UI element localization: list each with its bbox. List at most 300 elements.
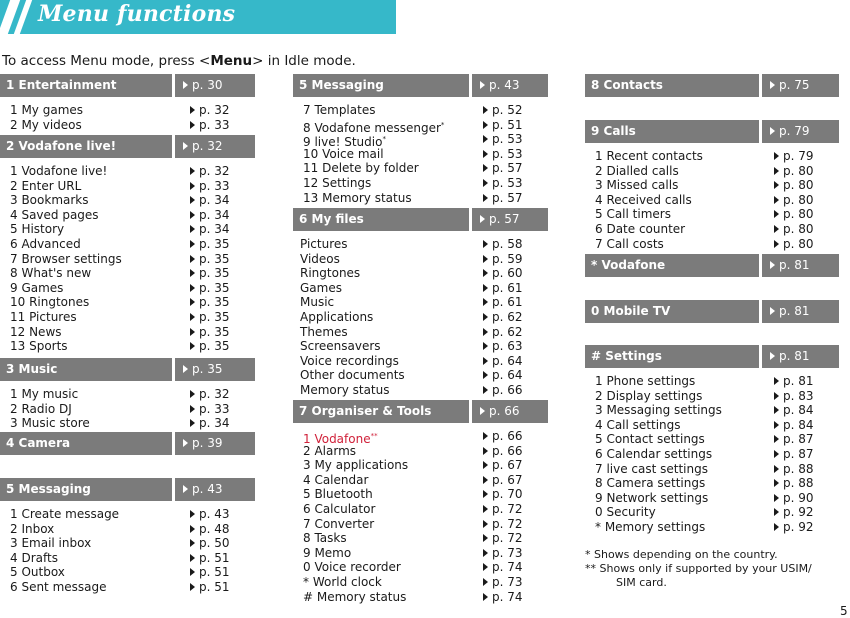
menu-item [0, 103, 255, 118]
menu-item [293, 266, 548, 281]
menu-item-page-ref [190, 237, 230, 252]
footnote-marker: ** [370, 432, 378, 440]
menu-item-page: p. 34 [199, 193, 230, 208]
menu-item-page: p. 80 [783, 207, 814, 222]
menu-item-label [300, 310, 373, 325]
section-header [293, 208, 548, 231]
menu-item-text: 2 Display settings [595, 388, 703, 403]
menu-item [293, 546, 548, 561]
triangle-right-icon [774, 435, 779, 443]
menu-item-page-ref [774, 374, 814, 389]
menu-item [585, 374, 839, 389]
menu-item-page-ref [483, 444, 523, 459]
triangle-right-icon [774, 465, 779, 473]
section-page-ref [175, 432, 255, 455]
menu-item-page: p. 80 [783, 221, 814, 236]
menu-item-label [595, 432, 705, 447]
menu-item-page: p. 79 [783, 149, 814, 163]
menu-item-label [10, 208, 99, 223]
menu-item-page: p. 73 [492, 574, 523, 589]
section-header [293, 400, 548, 423]
triangle-right-icon [190, 225, 195, 233]
section-page-ref [175, 478, 255, 501]
menu-section [0, 478, 255, 595]
menu-item-page-ref [190, 551, 230, 566]
menu-item-page-ref [774, 178, 814, 193]
menu-item-text: 13 Sports [10, 339, 68, 354]
triangle-right-icon [483, 432, 488, 440]
menu-item-page: p. 35 [199, 236, 230, 251]
menu-item-label [10, 416, 90, 431]
menu-item-page-ref [190, 339, 230, 354]
menu-item-label [300, 383, 390, 398]
triangle-right-icon [774, 508, 779, 516]
menu-item [585, 222, 839, 237]
menu-item-page: p. 34 [199, 222, 230, 237]
menu-item-label [10, 551, 58, 566]
section-header [0, 135, 255, 158]
menu-item-page-ref [774, 476, 814, 491]
menu-item [293, 295, 548, 310]
menu-item-page-ref [483, 132, 523, 147]
menu-item-text: 8 Tasks [303, 531, 347, 546]
menu-item-text: Games [300, 280, 342, 295]
menu-item-text: 9 Games [10, 280, 64, 295]
menu-item-label [10, 536, 91, 551]
menu-item [293, 103, 548, 118]
menu-item-label [595, 178, 678, 193]
section-header [0, 478, 255, 501]
menu-item-text: 1 Vodafone live! [10, 164, 108, 178]
menu-item-label [303, 147, 384, 162]
menu-item-text: Music [300, 295, 335, 310]
menu-item-label [303, 103, 375, 118]
menu-item-page: p. 72 [492, 501, 523, 516]
menu-item-page-ref [190, 103, 230, 118]
menu-item-text: 6 Advanced [10, 236, 81, 251]
section-name: # Settings [585, 345, 759, 368]
menu-item-text: 3 My applications [303, 458, 409, 473]
menu-item-page: p. 53 [492, 175, 523, 190]
menu-item [0, 266, 255, 281]
menu-item-page: p. 66 [492, 429, 523, 443]
menu-item-text: 3 Music store [10, 416, 90, 431]
menu-item [0, 580, 255, 595]
triangle-right-icon [190, 313, 195, 321]
menu-item-page-ref [483, 237, 523, 252]
menu-item-text: 11 Delete by folder [303, 161, 419, 176]
menu-item-label [10, 281, 63, 296]
menu-item-text: 4 Received calls [595, 192, 692, 207]
menu-item [585, 491, 839, 506]
menu-item-text: Other documents [300, 368, 405, 383]
triangle-right-icon [480, 215, 485, 223]
section-page-ref [762, 254, 839, 277]
triangle-right-icon [483, 505, 488, 513]
menu-item-page-ref [190, 565, 230, 580]
triangle-right-icon [483, 563, 488, 571]
menu-item [293, 487, 548, 502]
triangle-right-icon [770, 307, 775, 315]
section-page-ref [175, 135, 255, 158]
menu-item-text: 4 Calendar [303, 472, 369, 487]
menu-item [0, 565, 255, 580]
menu-item-text: Screensavers [300, 339, 381, 354]
triangle-right-icon [483, 534, 488, 542]
menu-item-page-ref [190, 118, 230, 133]
menu-item-page: p. 35 [199, 295, 230, 310]
menu-item [0, 237, 255, 252]
section-header [0, 74, 255, 97]
menu-item-text: 3 Missed calls [595, 178, 679, 193]
menu-item-page-ref [190, 387, 230, 402]
menu-item-label [303, 176, 371, 191]
menu-item-page: p. 72 [492, 516, 523, 531]
menu-item [0, 325, 255, 340]
menu-item-list [0, 103, 255, 132]
section-name: 2 Vodafone live! [0, 135, 172, 158]
section-header [0, 432, 255, 455]
section-name: * Vodafone [585, 254, 759, 277]
menu-item-label [595, 389, 702, 404]
menu-item [585, 462, 839, 477]
menu-item-label [300, 295, 334, 310]
menu-section [293, 74, 548, 205]
section-name: 9 Calls [585, 120, 759, 143]
menu-item [0, 339, 255, 354]
triangle-right-icon [774, 523, 779, 531]
menu-item-page-ref [483, 176, 523, 191]
menu-item-label [10, 507, 119, 522]
menu-item-label [10, 179, 81, 194]
menu-item-page-ref [483, 325, 523, 340]
menu-item-label [303, 560, 401, 575]
menu-section [585, 254, 839, 283]
menu-item [293, 531, 548, 546]
title-banner [0, 0, 396, 34]
section-header [585, 345, 839, 368]
triangle-right-icon [483, 490, 488, 498]
menu-item-label [10, 252, 122, 267]
menu-item-page-ref [483, 383, 523, 398]
section-page: p. 81 [779, 258, 810, 272]
menu-item-page: p. 51 [492, 117, 523, 132]
page-number: 5 [840, 604, 848, 618]
menu-item-page-ref [190, 402, 230, 417]
menu-item [293, 368, 548, 383]
menu-item-text: 7 Call costs [595, 236, 664, 251]
triangle-right-icon [190, 583, 195, 591]
menu-item-label [303, 458, 408, 473]
menu-item-label [303, 575, 382, 590]
menu-item-label [303, 473, 368, 488]
triangle-right-icon [190, 390, 195, 398]
menu-item-page-ref [483, 517, 523, 532]
triangle-right-icon [483, 593, 488, 601]
menu-item-text: 10 Voice mail [303, 146, 384, 161]
menu-item-label [595, 403, 722, 418]
menu-item-text: 5 Call timers [595, 207, 671, 222]
menu-item-page: p. 32 [199, 103, 230, 117]
menu-item-text: * Memory settings [595, 519, 706, 534]
menu-item-text: 13 Memory status [303, 190, 412, 205]
triangle-right-icon [774, 196, 779, 204]
menu-item-label [10, 310, 77, 325]
triangle-right-icon [483, 240, 488, 248]
menu-item [0, 222, 255, 237]
triangle-right-icon [483, 284, 488, 292]
triangle-right-icon [774, 181, 779, 189]
menu-item-label [303, 161, 419, 176]
menu-item-text: Voice recordings [300, 353, 399, 368]
menu-item-text: 6 Calendar settings [595, 446, 713, 461]
menu-item-page: p. 74 [492, 560, 523, 575]
triangle-right-icon [770, 352, 775, 360]
menu-item-text: 8 Camera settings [595, 476, 706, 491]
menu-item [293, 147, 548, 162]
menu-item-label [595, 418, 681, 433]
menu-item-page: p. 34 [199, 416, 230, 431]
menu-item-label [303, 517, 374, 532]
menu-item-label [595, 447, 712, 462]
intro-key: Menu [210, 53, 253, 69]
menu-item-label [303, 191, 412, 206]
triangle-right-icon [480, 407, 485, 415]
menu-item-label [303, 546, 351, 561]
menu-section [0, 74, 255, 132]
menu-item [585, 432, 839, 447]
menu-item [585, 149, 839, 164]
menu-item-page: p. 60 [492, 266, 523, 281]
menu-item [0, 118, 255, 133]
menu-item [293, 191, 548, 206]
menu-section [585, 345, 839, 535]
menu-item-page: p. 64 [492, 368, 523, 383]
triangle-right-icon [190, 342, 195, 350]
menu-item [0, 179, 255, 194]
triangle-right-icon [483, 269, 488, 277]
menu-item-text: # Memory status [303, 589, 407, 604]
menu-item-page: p. 53 [492, 146, 523, 161]
menu-item-page-ref [774, 447, 814, 462]
triangle-right-icon [190, 298, 195, 306]
triangle-right-icon [774, 167, 779, 175]
triangle-right-icon [774, 479, 779, 487]
menu-item-text: 11 Pictures [10, 309, 77, 324]
menu-item-label [303, 487, 373, 502]
menu-item [585, 505, 839, 520]
triangle-right-icon [190, 419, 195, 427]
triangle-right-icon [483, 313, 488, 321]
section-page-ref [175, 358, 255, 381]
section-page: p. 57 [489, 212, 520, 226]
menu-item-page: p. 66 [492, 382, 523, 397]
menu-item-page: p. 81 [783, 374, 814, 388]
menu-item [585, 389, 839, 404]
menu-item-text: 1 Phone settings [595, 374, 696, 388]
menu-item-label [10, 387, 78, 402]
intro-after: > in Idle mode. [252, 53, 356, 69]
section-page-ref [175, 74, 255, 97]
section-page-ref [762, 345, 839, 368]
menu-item-page: p. 74 [492, 589, 523, 604]
menu-item [293, 458, 548, 473]
menu-item-text: 12 Settings [303, 175, 372, 190]
menu-item-text: 3 Messaging settings [595, 403, 722, 418]
menu-item-page: p. 61 [492, 295, 523, 310]
menu-item-text: 6 Date counter [595, 221, 686, 236]
menu-item-page: p. 80 [783, 192, 814, 207]
menu-item-text: 9 live! Studio [303, 135, 383, 150]
menu-item-label [300, 325, 348, 340]
triangle-right-icon [480, 81, 485, 89]
menu-item-page-ref [190, 252, 230, 267]
menu-item [585, 447, 839, 462]
menu-item [585, 207, 839, 222]
menu-item-list [0, 164, 255, 354]
section-page-ref [762, 74, 839, 97]
menu-item-page-ref [190, 266, 230, 281]
menu-section [293, 208, 548, 398]
menu-item-text: 10 Ringtones [10, 295, 90, 310]
triangle-right-icon [770, 261, 775, 269]
triangle-right-icon [483, 298, 488, 306]
menu-item-text: Themes [300, 324, 348, 339]
menu-item-page-ref [774, 505, 814, 520]
menu-item-page: p. 84 [783, 403, 814, 418]
menu-item-label [10, 164, 107, 179]
triangle-right-icon [190, 106, 195, 114]
menu-item-page: p. 80 [783, 178, 814, 193]
menu-item [293, 383, 548, 398]
menu-item-page: p. 61 [492, 280, 523, 295]
section-header [0, 358, 255, 381]
section-name: 8 Contacts [585, 74, 759, 97]
menu-item [0, 536, 255, 551]
triangle-right-icon [190, 525, 195, 533]
triangle-right-icon [190, 284, 195, 292]
menu-item-label [300, 266, 360, 281]
menu-item-page: p. 35 [199, 339, 230, 354]
triangle-right-icon [774, 240, 779, 248]
menu-item-label [595, 520, 705, 535]
menu-item-page-ref [774, 418, 814, 433]
triangle-right-icon [483, 194, 488, 202]
menu-item [293, 560, 548, 575]
triangle-right-icon [483, 549, 488, 557]
menu-item-page-ref [190, 522, 230, 537]
menu-item-page-ref [190, 507, 230, 522]
menu-item [293, 237, 548, 252]
triangle-right-icon [774, 152, 779, 160]
menu-item-page: p. 35 [199, 309, 230, 324]
section-name: 5 Messaging [293, 74, 469, 97]
menu-item-page-ref [483, 531, 523, 546]
menu-item-page: p. 34 [199, 207, 230, 222]
triangle-right-icon [774, 210, 779, 218]
triangle-right-icon [190, 405, 195, 413]
menu-item-page-ref [483, 546, 523, 561]
triangle-right-icon [483, 328, 488, 336]
menu-item [293, 502, 548, 517]
menu-item-page: p. 51 [199, 550, 230, 565]
menu-item [0, 281, 255, 296]
intro-text [2, 53, 356, 69]
menu-section [0, 358, 255, 431]
menu-item-page: p. 64 [492, 353, 523, 368]
section-name: 5 Messaging [0, 478, 172, 501]
menu-item-label [303, 502, 375, 517]
menu-item-label [595, 374, 695, 389]
page-title: Menu functions [38, 1, 236, 27]
menu-item-page-ref [774, 193, 814, 208]
menu-item-label [10, 193, 89, 208]
section-page-ref [472, 400, 548, 423]
menu-item-page: p. 58 [492, 237, 523, 251]
menu-item [585, 164, 839, 179]
menu-item-label [10, 118, 82, 133]
menu-item [293, 281, 548, 296]
menu-item-page-ref [190, 208, 230, 223]
menu-item-page-ref [774, 237, 814, 252]
menu-item-text: 4 Saved pages [10, 207, 99, 222]
menu-item-label [595, 164, 679, 179]
section-page: p. 81 [779, 349, 810, 363]
menu-item-text: 2 Radio DJ [10, 401, 72, 416]
triangle-right-icon [483, 476, 488, 484]
menu-item-text: 5 Bluetooth [303, 487, 373, 502]
menu-item-page-ref [190, 416, 230, 431]
triangle-right-icon [190, 269, 195, 277]
menu-item-list [293, 429, 548, 604]
triangle-right-icon [190, 240, 195, 248]
triangle-right-icon [483, 179, 488, 187]
menu-item [293, 310, 548, 325]
menu-item-page-ref [483, 266, 523, 281]
menu-item-page-ref [190, 536, 230, 551]
menu-item-text: 8 Vodafone messenger [303, 120, 441, 135]
footnote-marker: * [440, 120, 445, 129]
triangle-right-icon [483, 342, 488, 350]
menu-section [293, 400, 548, 604]
menu-item-text: Applications [300, 309, 374, 324]
section-name: 4 Camera [0, 432, 172, 455]
menu-item-page-ref [190, 295, 230, 310]
menu-item-text: 0 Security [595, 505, 656, 520]
menu-item [0, 522, 255, 537]
menu-item-label [10, 266, 91, 281]
menu-item-label [10, 325, 62, 340]
menu-item-label [595, 149, 703, 164]
menu-item-page: p. 33 [199, 401, 230, 416]
menu-item-page-ref [483, 487, 523, 502]
menu-item-page-ref [483, 429, 523, 444]
menu-item [0, 252, 255, 267]
menu-item-page-ref [483, 118, 523, 133]
menu-item [0, 416, 255, 431]
menu-item-text: 5 Outbox [10, 565, 65, 580]
triangle-right-icon [190, 554, 195, 562]
menu-item-text: Videos [300, 251, 340, 266]
menu-item-list [0, 507, 255, 595]
section-page-ref [762, 300, 839, 323]
triangle-right-icon [483, 357, 488, 365]
triangle-right-icon [183, 439, 188, 447]
menu-item [293, 575, 548, 590]
menu-item-page-ref [483, 560, 523, 575]
menu-item [293, 354, 548, 369]
menu-item-page: p. 88 [783, 461, 814, 476]
